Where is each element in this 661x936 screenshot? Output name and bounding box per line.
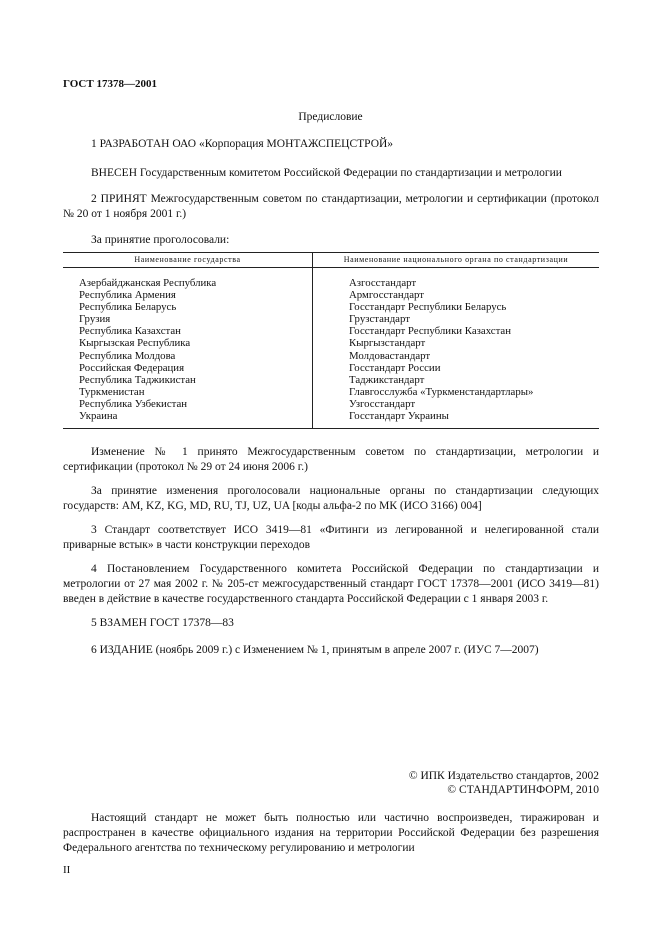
state-name: Республика Казахстан <box>79 325 181 338</box>
paragraph-amendment: Изменение № 1 принято Межгосударственным советом по стандартизации, метрологии и сертификации (протокол № 29 от 24 июня 2006 г.) <box>63 446 599 473</box>
section-title: Предисловие <box>298 111 363 123</box>
state-name: Республика Армения <box>79 289 176 302</box>
copyright-publisher: © ИПК Издательство стандартов, 2002 <box>408 770 599 782</box>
state-name: Республика Узбекистан <box>79 397 188 410</box>
paragraph-adopted: 2 ПРИНЯТ Межгосударственным советом по стандартизации, метрологии и сертификации (протокол № 20 от 1 ноября 2001 г.) <box>63 193 599 220</box>
voting-table <box>63 252 599 429</box>
paragraph-iso-conformity: 3 Стандарт соответствует ИСО 3419—81 «Фитинги из легированной и нелегированной стали приварные встык» в части конструкции переходов <box>63 524 599 551</box>
standards-body: Грузстандарт <box>349 313 410 326</box>
paragraph-resolution: 4 Постановлением Государственного комитета Российской Федерации по стандартизации и метрологии от 27 мая 2002 г. № 205-ст межгосударственный стандарт ГОСТ 17378—2001 (ИСО 3419—81) введен в действие в качестве государственного стандарта Российской Федерации с 1 января 2003 г. <box>63 563 599 605</box>
state-name: Российская Федерация <box>79 361 185 374</box>
standards-body: Армгосстандарт <box>349 289 424 302</box>
paragraph-developed: 1 РАЗРАБОТАН ОАО «Корпорация МОНТАЖСПЕЦСТРОЙ» <box>91 138 394 150</box>
table-header-state: Наименование государства <box>63 253 313 268</box>
paragraph-edition: 6 ИЗДАНИЕ (ноябрь 2009 г.) с Изменением № 1, принятым в апреле 2007 г. (ИУС 7—2007) <box>91 644 539 656</box>
standards-body: Азгосстандарт <box>349 277 417 289</box>
paragraph-replaces: 5 ВЗАМЕН ГОСТ 17378—83 <box>91 617 234 629</box>
copyright-block <box>409 769 599 797</box>
standards-body: Госстандарт Республики Казахстан <box>349 325 511 338</box>
document-code: ГОСТ 17378—2001 <box>63 78 157 90</box>
paragraph-introduced: ВНЕСЕН Государственным комитетом Российской Федерации по стандартизации и метрологии <box>91 167 562 179</box>
state-name: Кыргызская Республика <box>79 337 191 350</box>
state-name: Республика Беларусь <box>79 301 177 314</box>
standards-body: Кыргызстандарт <box>349 337 426 350</box>
state-name: Туркменистан <box>79 385 145 398</box>
standards-body: Главгосслужба «Туркменстандартлары» <box>349 385 534 398</box>
states-column <box>63 268 313 428</box>
state-name: Азербайджанская Республика <box>79 277 217 289</box>
paragraph-amendment-voted: За принятие изменения проголосовали национальные органы по стандартизации следующих государств: AM, KZ, KG, MD, RU, TJ, UZ, UA [коды альфа-2 по МК (ИСО 3166) 004] <box>63 485 599 512</box>
state-name: Республика Молдова <box>79 349 176 362</box>
reproduction-notice: Настоящий стандарт не может быть полностью или частично воспроизведен, тиражирован и распространен в качестве официального издания на территории Российской Федерации без разрешения Федерального агентства по техническому регулированию и метрологии <box>63 812 599 854</box>
standards-body: Госстандарт Украины <box>349 410 449 423</box>
standards-body: Узгосстандарт <box>349 397 416 410</box>
standards-body: Госстандарт России <box>349 361 441 374</box>
standards-body: Молдовастандарт <box>349 349 431 362</box>
standards-body: Госстандарт Республики Беларусь <box>349 301 507 314</box>
bodies-column <box>313 268 600 428</box>
state-name: Республика Таджикистан <box>79 373 196 386</box>
table-header-body: Наименование национального органа по стандартизации <box>313 253 600 268</box>
state-name: Грузия <box>79 313 111 326</box>
state-name: Украина <box>79 410 118 423</box>
page-number: II <box>63 864 71 876</box>
standards-body: Таджикстандарт <box>349 373 425 386</box>
paragraph-voted: За принятие проголосовали: <box>91 234 230 246</box>
copyright-standartinform: © СТАНДАРТИНФОРМ, 2010 <box>447 784 599 796</box>
